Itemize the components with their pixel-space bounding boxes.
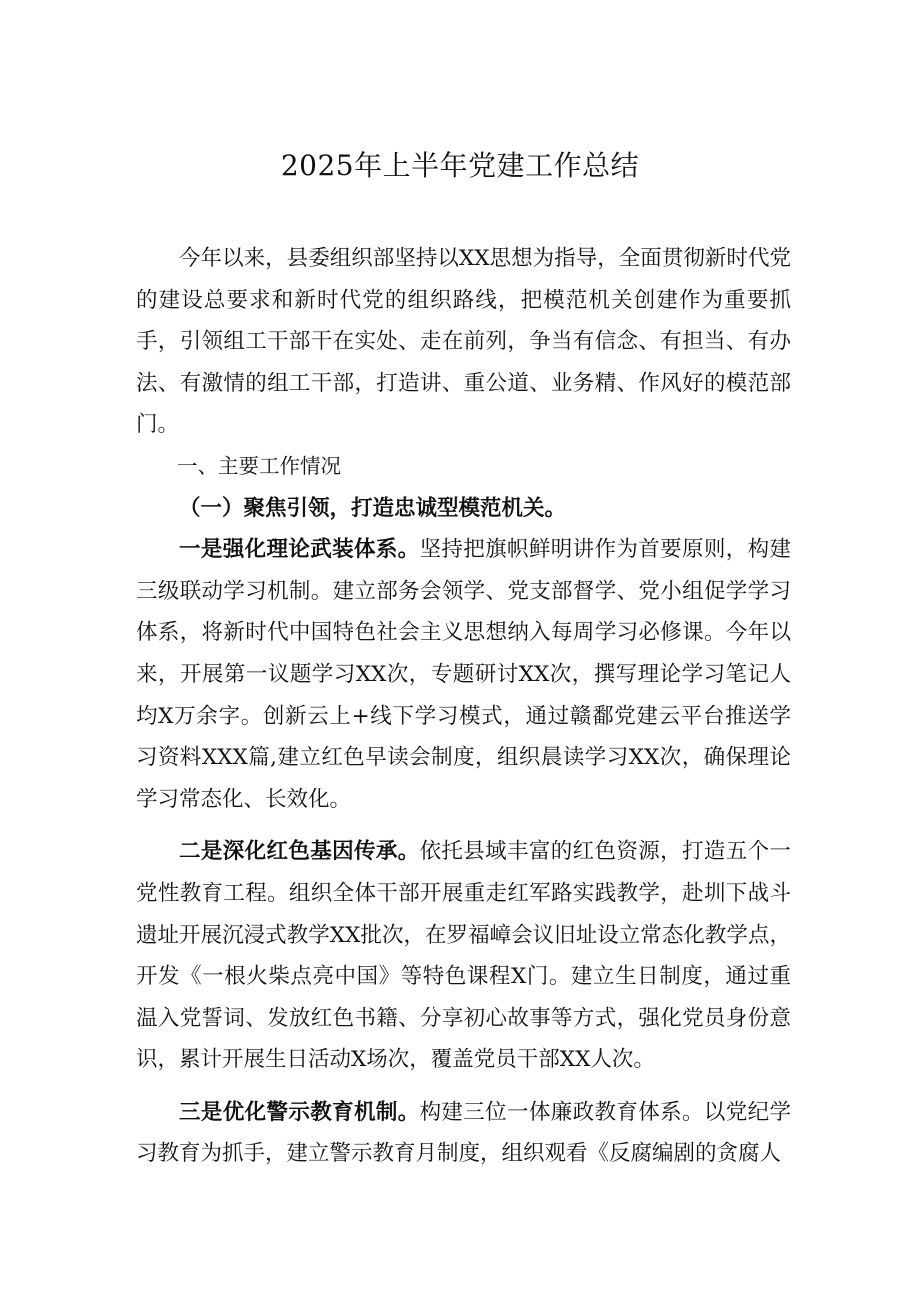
paragraph-lead: 三是优化警示教育机制。 xyxy=(179,1099,420,1125)
document-title: 2025年上半年党建工作总结 xyxy=(280,149,640,182)
paragraph-text: 构建三位一体廉政教育体系。以党纪学习教育为抓手，建立警示教育月制度，组织观看《反腐编剧的贪腐人 xyxy=(136,1099,791,1167)
paragraph-lead: 一是强化理论武装体系。 xyxy=(179,537,420,563)
body-paragraph xyxy=(136,1092,791,1175)
paragraph-text: 坚持把旗帜鲜明讲作为首要原则，构建三级联动学习机制。建立部务会领学、党支部督学、党小组促学学习体系，将新时代中国特色社会主义思想纳入每周学习必修课。今年以来，开展第一议题学习XX次，专题研讨XX次，撰写理论学习笔记人均X万余字。创新云上+线下学习模式，通过赣鄱党建云平台推送学习资料XXX篇,建立红色早读会制度，组织晨读学习XX次，确保理论学习常态化、长效化。 xyxy=(136,537,791,812)
section-heading: 一、主要工作情况 xyxy=(177,453,341,478)
document-body xyxy=(136,238,791,1175)
subsection-heading: （一）聚焦引领，打造忠诚型模范机关。 xyxy=(179,495,567,521)
intro-paragraph: 今年以来，县委组织部坚持以XX思想为指导，全面贯彻新时代党的建设总要求和新时代党的组织路线，把模范机关创建作为重要抓手，引领组工干部干在实处、走在前列，争当有信念、有担当、有办法、有激情的组工干部，打造讲、重公道、业务精、作风好的模范部门。 xyxy=(136,246,791,438)
body-paragraph xyxy=(136,831,791,1081)
paragraph-lead: 二是深化红色基因传承。 xyxy=(179,839,420,865)
paragraph-text: 依托县域丰富的红色资源，打造五个一党性教育工程。组织全体干部开展重走红军路实践教学，赴圳下战斗遗址开展沉浸式教学XX批次，在罗福嶂会议旧址设立常态化教学点，开发《一根火柴点亮中国》等特色课程X门。建立生日制度，通过重温入党誓词、发放红色书籍、分享初心故事等方式，强化党员身份意识，累计开展生日活动X场次，覆盖党员干部XX人次。 xyxy=(136,839,791,1073)
body-paragraph xyxy=(136,529,791,820)
